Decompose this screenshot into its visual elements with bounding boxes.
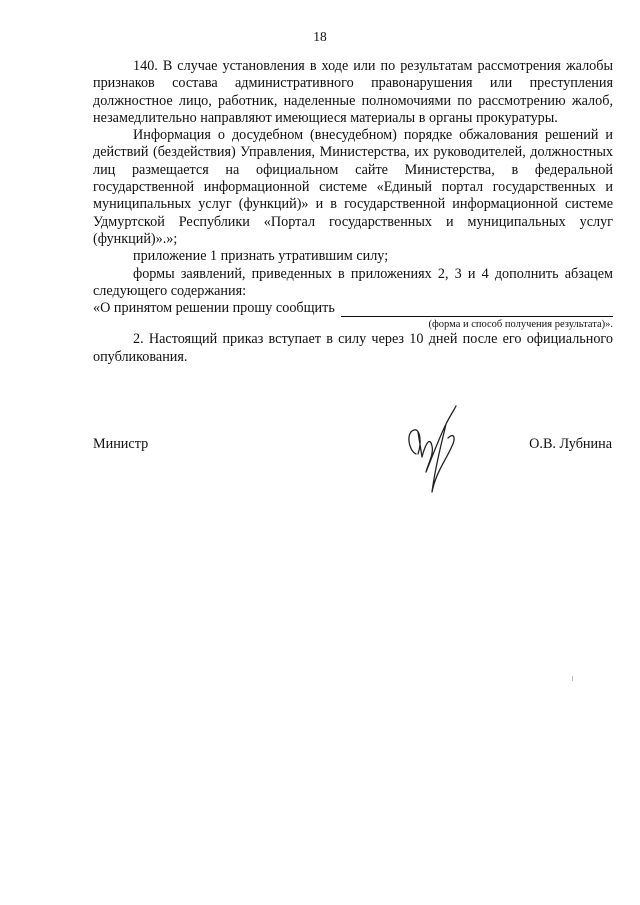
page-number: 18 [313, 29, 327, 44]
paragraph-forms: формы заявлений, приведенных в приложениях 2, 3 и 4 дополнить абзацем следующего содержания: [93, 265, 613, 299]
paragraph-appendix-1: приложение 1 признать утратившим силу; [133, 248, 389, 265]
document-body [93, 58, 613, 366]
quote-line [93, 300, 613, 317]
signatory-name: О.В. Лубнина [529, 436, 612, 452]
quote-lead-text: «О принятом решении прошу сообщить [93, 300, 335, 317]
handwritten-signature [402, 402, 472, 502]
signatory-title: Министр [93, 436, 149, 452]
paragraph-item-2: 2. Настоящий приказ вступает в силу через 10 дней после его официального опубликования. [93, 331, 613, 365]
fill-in-note: (форма и способ получения результата)». [428, 319, 613, 331]
scan-mark [572, 676, 573, 681]
paragraph-information: Информация о досудебном (внесудебном) порядке обжалования решений и действий (бездействия) Управления, Министерства, их руководителей, должностных лиц размещается на официальном сайте Министерства, в федеральной государственной информационной системе «Единый портал государственных и муниципальных услуг (функций)» и в государственной информационной системе Удмуртской Республики «Портал государственных и муниципальных услуг (функций)».»; [93, 127, 613, 247]
paragraph-140: 140. В случае установления в ходе или по результатам рассмотрения жалобы признаков состава административного правонарушения или преступления должностное лицо, работник, наделенные полномочиями по рассмотрению жалоб, незамедлительно направляют имеющиеся материалы в органы прокуратуры. [93, 58, 613, 126]
fill-in-blank [341, 302, 613, 317]
